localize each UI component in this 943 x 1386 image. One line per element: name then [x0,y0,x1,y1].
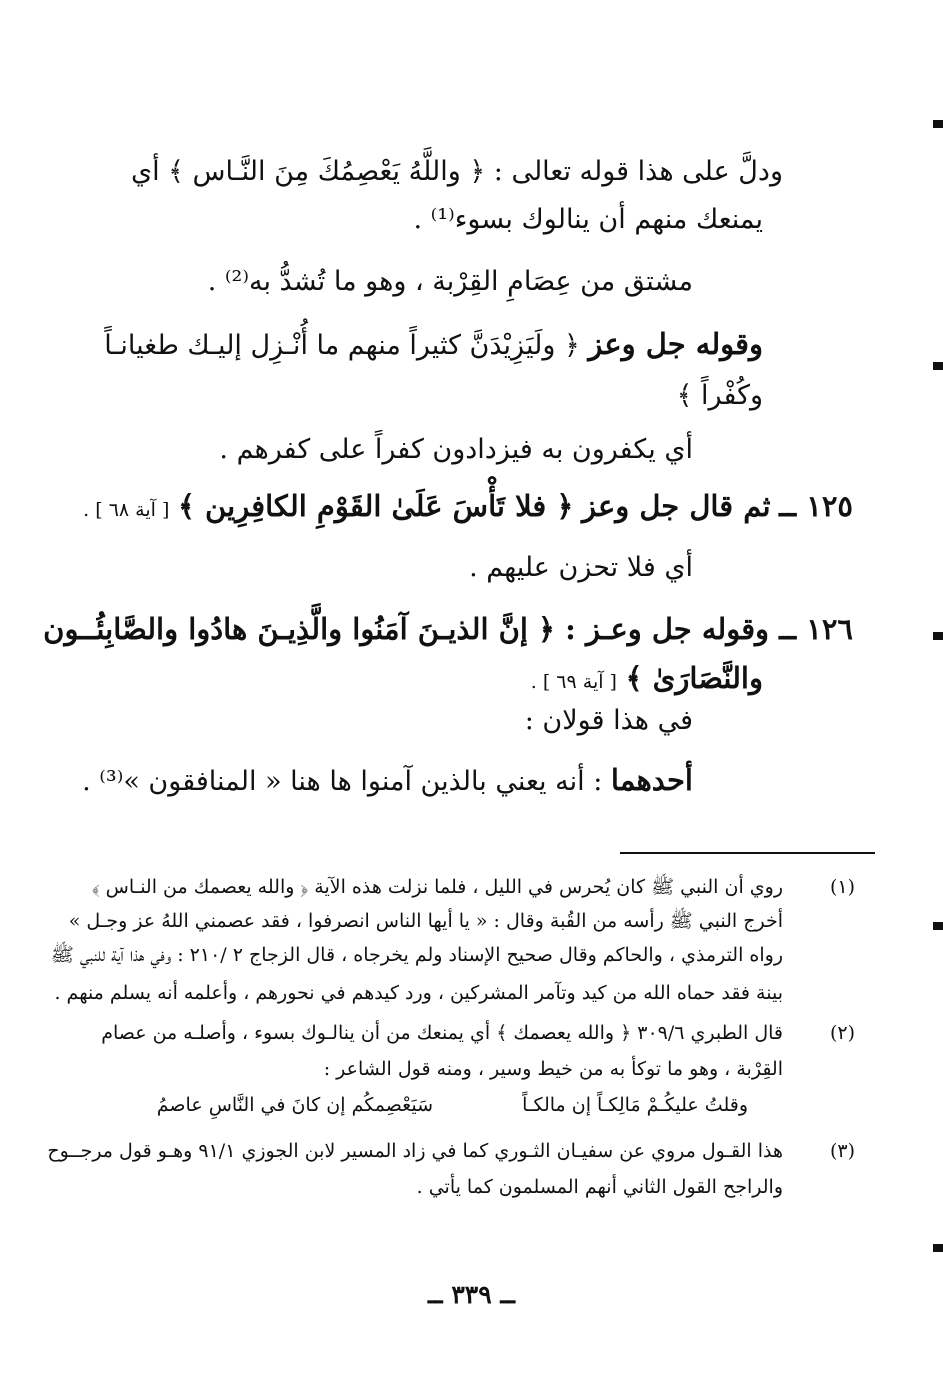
footnote-line: قال الطبري ٣٠٩/٦ ﴿ والله يعصمك ﴾ أي يمنعك من أن ينالـوك بسوء ، وأصلـه من عصام [101,1022,783,1044]
body-line: أي يكفرون به فيزدادون كفراً على كفرهم . [219,434,693,465]
body-line: ودلَّ على هذا قوله تعالى : ﴿ واللَّهُ يَعْصِمُكَ مِنَ النَّـاس ﴾ أي [130,156,783,187]
body-line: وقوله جل وعز ﴿ ولَيَزِيْدَنَّ كثيراً منهم ما أُنْـزِل إليـك طغيانـاً [104,327,763,361]
body-line: يمنعك منهم أن ينالوك بسوء⁽¹⁾ . [413,204,763,235]
verse-number: ١٢٥ ــ [779,489,853,523]
footnote-line: روي أن النبي ﷺ كان يُحرس في الليل ، فلما نزلت هذه الآية ﴿ والله يعصمك من النـاس ﴾ [91,876,783,898]
scan-edge-mark [933,922,943,930]
lead-in-bold: أحدهما [610,763,693,797]
footnote-separator [620,852,875,854]
verse-reference: [ آية ٦٩ ] . [530,671,617,693]
scan-edge-mark [933,632,943,640]
quran-quote: وقوله جل وعـز : ﴿ إنَّ الذيـنَ آمَنُوا والَّذِيـنَ هادُوا والصَّابِئُــون [43,612,770,646]
body-line: أي فلا تحزن عليهم . [469,552,693,583]
footnote-line: والراجح القول الثاني أنهم المسلمون كما يأتي . [416,1176,783,1198]
footnote-line: بينة فقد حماه الله من كيد وتآمر المشركين ، ورد كيدهم في نحورهم ، وأعلمه أنه يسلم منهم . [54,982,783,1004]
footnote-line: القِرْبة ، وهو ما توكأ به من خيط وسير ، ومنه قول الشاعر : [323,1058,783,1080]
lead-in-bold: ثم قال جل وعز [581,489,771,523]
footnote-number: (١) [829,876,855,898]
scan-edge-mark [933,362,943,370]
body-line: أحدهما : أنه يعني بالذين آمنوا ها هنا « المنافقون »⁽³⁾ . [82,763,693,797]
quran-quote: والنَّصَارَىٰ ﴾ [625,661,763,695]
page-number: ــ ٣٣٩ ــ [427,1280,515,1309]
body-line: مشتق من عِصَامِ القِرْبة ، وهو ما تُشدُّ به⁽²⁾ . [207,266,693,297]
footnote-number: (٢) [829,1022,855,1044]
verse-number: ١٢٦ ــ [779,612,853,646]
footnote-line: رواه الترمذي ، والحاكم وقال صحيح الإسناد ولم يخرجاه ، قال الزجاج ٢ /٢١٠ : وفي هذا آية للنبي ﷺ [50,944,783,966]
body-line: وكُفْراً ﴾ [676,380,763,411]
scan-edge-mark [933,1244,943,1252]
lead-in-bold: وقوله جل وعز [588,327,763,361]
verse-reference: [ آية ٦٨ ] . [83,499,170,521]
footnote-line: أخرج النبي ﷺ رأسه من القُبة وقال : « يا أيها الناس انصرفوا ، فقد عصمني اللهُ عز وجـل » [68,910,783,932]
verse-entry-125 [83,489,853,523]
poem-hemistich: سَيَعْصِمكُم إن كانَ في النَّاسِ عاصمُ [156,1094,433,1116]
poem-hemistich: وقلتُ عليكُـمْ مَالِكـاً إن مالكـاً [522,1094,748,1116]
verse-entry-126 [43,612,853,646]
footnote-line: هذا القـول مروي عن سفيـان الثـوري كما في زاد المسير لابن الجوزي ٩١/١ وهـو قول مرجــوح [47,1140,783,1162]
body-line: في هذا قولان : [524,705,693,736]
quran-quote: ﴿ فلا تَأْسَ عَلَىٰ القَوْمِ الكافِرِين ﴾ [177,489,574,523]
footnote-number: (٣) [829,1140,855,1162]
body-line [530,661,763,695]
scan-edge-mark [933,120,943,128]
